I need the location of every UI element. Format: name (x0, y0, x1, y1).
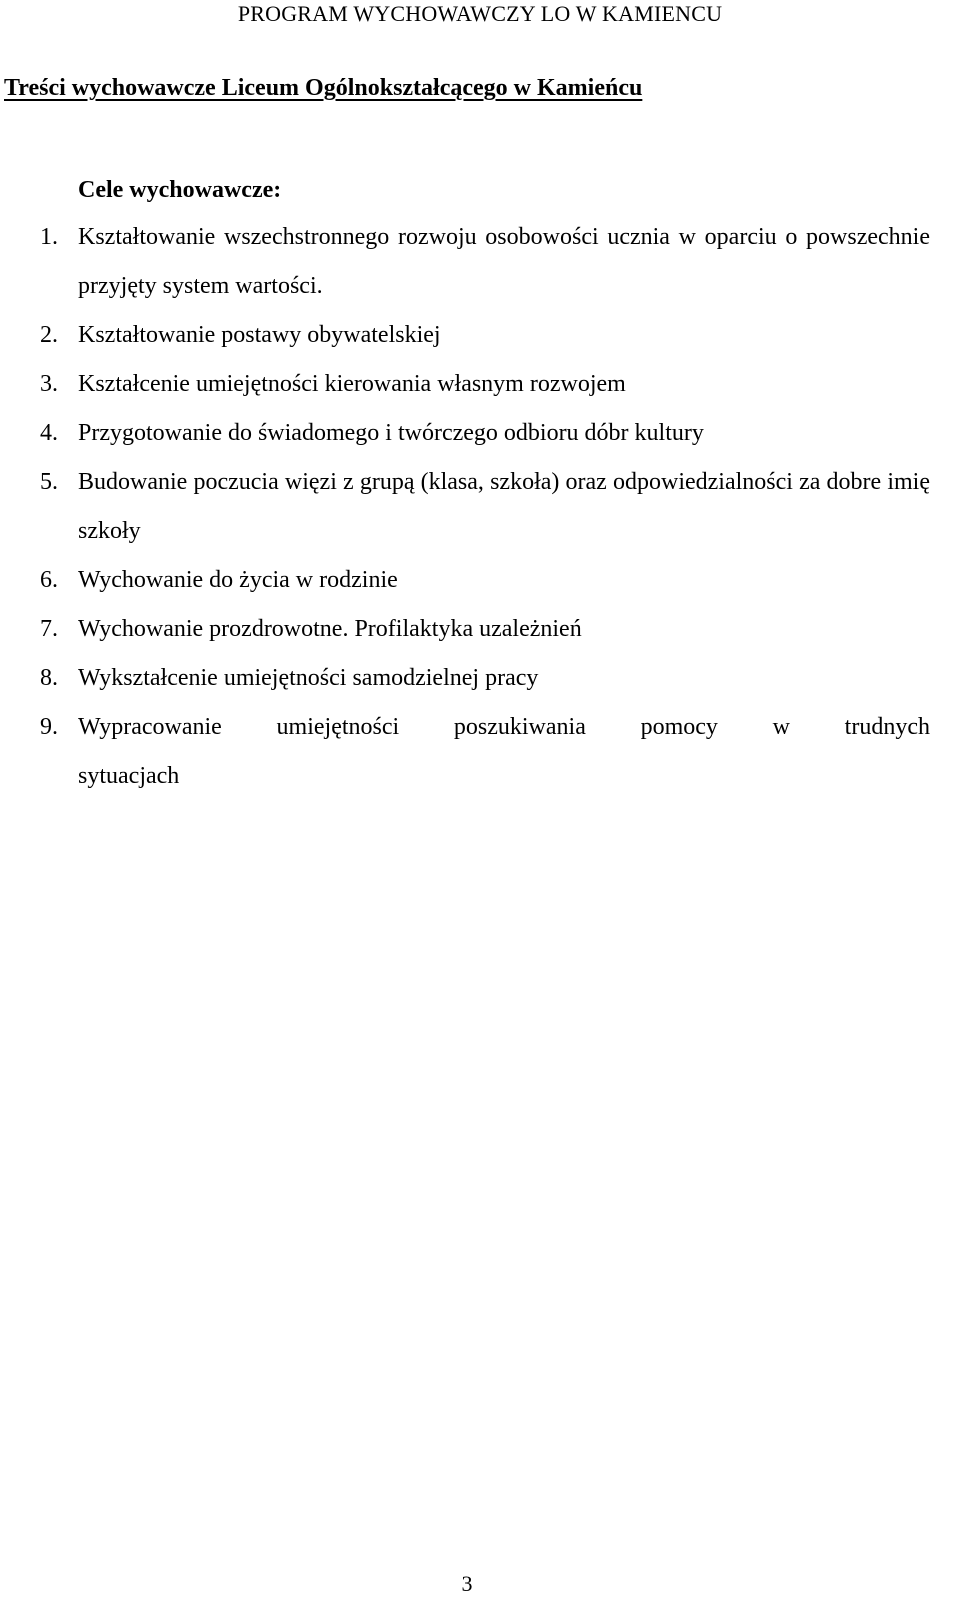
list-item-text-continuation: sytuacjach (78, 763, 180, 789)
list-item (0, 556, 960, 605)
list-item-text: Kształtowanie postawy obywatelskiej (78, 322, 441, 348)
goals-list (0, 213, 960, 801)
running-header: PROGRAM WYCHOWAWCZY LO W KAMIENCU (237, 1, 723, 26)
list-item-text (78, 703, 930, 801)
list-item-number: 5. (40, 469, 58, 495)
list-item (0, 360, 960, 409)
list-item-text: Kształcenie umiejętności kierowania własnym rozwojem (78, 371, 626, 397)
page-number: 3 (461, 1571, 473, 1596)
list-item (0, 213, 960, 311)
document-title: Treści wychowawcze Liceum Ogólnokształcącego w Kamieńcu (4, 75, 643, 101)
list-item-number: 9. (40, 714, 58, 740)
list-item-text: Przygotowanie do świadomego i twórczego odbioru dóbr kultury (78, 420, 704, 446)
list-item-number: 8. (40, 665, 58, 691)
list-item-number: 2. (40, 322, 58, 348)
list-item-text: Budowanie poczucia więzi z grupą (klasa, szkoła) oraz odpowiedzialności za dobre imię szkoły (78, 469, 930, 544)
list-item-number: 1. (40, 224, 58, 250)
list-item-text: Wychowanie do życia w rodzinie (78, 567, 398, 593)
list-item-number: 4. (40, 420, 58, 446)
list-item-number: 7. (40, 616, 58, 642)
list-item (0, 703, 960, 801)
list-item (0, 409, 960, 458)
list-item-number: 6. (40, 567, 58, 593)
list-item (0, 605, 960, 654)
list-item-text: Wykształcenie umiejętności samodzielnej pracy (78, 665, 539, 691)
list-item (0, 654, 960, 703)
list-item-text: Kształtowanie wszechstronnego rozwoju osobowości ucznia w oparciu o powszechnie przyjęty system wartości. (78, 224, 930, 299)
list-item (0, 311, 960, 360)
section-heading: Cele wychowawcze: (78, 177, 282, 203)
list-item-text: Wychowanie prozdrowotne. Profilaktyka uzależnień (78, 616, 582, 642)
list-item-text-line: Wypracowanie umiejętności poszukiwania pomocy w trudnych (78, 714, 930, 740)
list-item (0, 458, 960, 556)
list-item-number: 3. (40, 371, 58, 397)
